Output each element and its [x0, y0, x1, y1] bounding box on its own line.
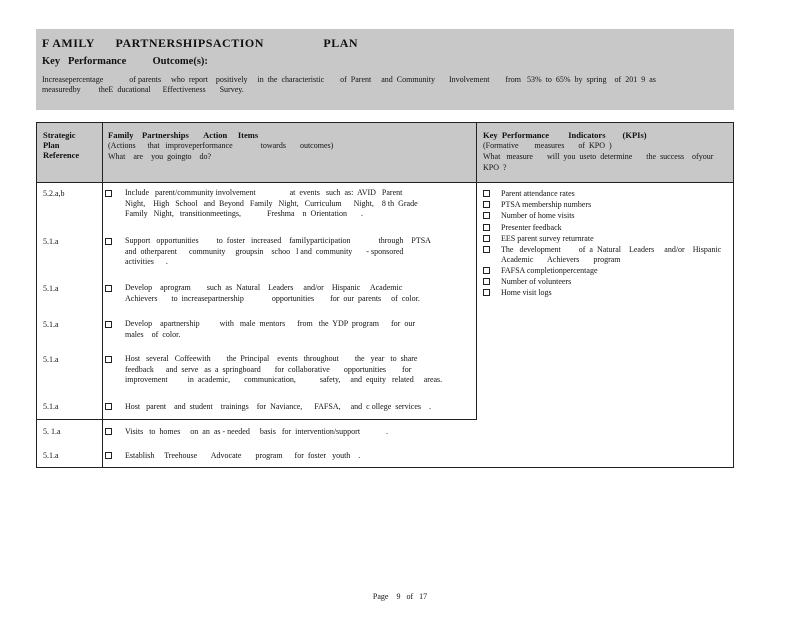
- bullet-box-icon: [483, 224, 490, 231]
- bullet-box-icon: [105, 452, 112, 459]
- header-banner: [36, 29, 734, 110]
- column-divider: [476, 123, 477, 419]
- bullet-box-icon: [483, 212, 490, 219]
- action-item: Develop apartnership with male mentors from the YDP program for our males of color.: [125, 319, 416, 339]
- col-heading-reference: Strategic Plan Reference: [43, 130, 80, 160]
- action-item: Develop aprogram such as Natural Leaders and/or Hispanic Academic Achievers to increasepartnership opportunities for our parents of color.: [125, 283, 420, 303]
- col-heading-actions: Family Partnerships Action Items (Actions that improveperformance towards outcomes) What are you goingto do?: [108, 130, 334, 161]
- col-subheading-actions: (Actions that improveperformance towards outcomes) What are you goingto do?: [108, 141, 334, 161]
- column-divider: [102, 123, 103, 467]
- list-item: The development of a Natural Leaders and/or Hispanic Academic Achievers program: [483, 245, 733, 266]
- action-item: Support opportunities to foster increased familyparticipation through PTSA and otherparent community groupsin schoo l and community - sponsored activities .: [125, 236, 431, 266]
- list-item: Number of home visits: [483, 211, 733, 222]
- row-divider: [37, 419, 477, 420]
- page-number: Page 9 of 17: [372, 592, 428, 601]
- action-item: Include parent/community involvement at events such as: AVID Parent Night, High School and Beyond Family Night, Curriculum Night, 8 th Grade Family Night, transitionmeetings, Freshma n Orientation .: [125, 188, 418, 218]
- list-item: Number of volunteers: [483, 277, 733, 288]
- plan-reference: 5.1.a: [43, 402, 59, 411]
- bullet-box-icon: [483, 267, 490, 274]
- plan-reference: 5.1.a: [43, 320, 59, 329]
- kpo-heading: Key Performance Outcome(s):: [42, 56, 208, 67]
- plan-reference: 5. 1.a: [43, 427, 61, 436]
- col-subheading-kpis: (Formative measures of KPO ) What measure will you useto determine the success ofyour KPO ?: [483, 141, 714, 172]
- bullet-box-icon: [105, 321, 112, 328]
- plan-reference: 5.1.a: [43, 355, 59, 364]
- bullet-box-icon: [483, 190, 490, 197]
- bullet-box-icon: [105, 356, 112, 363]
- action-plan-table: [36, 122, 734, 468]
- bullet-box-icon: [105, 190, 112, 197]
- bullet-box-icon: [483, 201, 490, 208]
- action-item: Host several Coffeewith the Principal events throughout the year to share feedback and serve as a springboard for collaborative opportunities for improvement in academic, communication, safety, and equity related areas.: [125, 354, 443, 384]
- action-item: Establish Treehouse Advocate program for foster youth .: [125, 451, 361, 460]
- list-item: EES parent survey returnrate: [483, 234, 733, 245]
- plan-reference: 5.1.a: [43, 237, 59, 246]
- list-item: Parent attendance rates: [483, 189, 733, 200]
- action-item: Host parent and student trainings for Naviance, FAFSA, and c ollege services .: [125, 402, 432, 411]
- plan-reference: 5.1.a: [43, 451, 59, 460]
- bullet-box-icon: [105, 403, 112, 410]
- document-title: F AMILY PARTNERSHIPSACTION PLAN: [42, 36, 359, 50]
- col-heading-kpis: Key Performance Indicators (KPIs) (Formative measures of KPO ) What measure will you useto determine the success ofyour KPO ?: [483, 130, 714, 172]
- bullet-box-icon: [105, 238, 112, 245]
- bullet-box-icon: [483, 246, 490, 253]
- kpi-list: [483, 189, 733, 300]
- plan-reference: 5.1.a: [43, 284, 59, 293]
- action-item: Visits to homes on an as - needed basis for intervention/support .: [125, 427, 389, 436]
- kpo-text: Increasepercentage of parents who report positively in the characteristic of Parent and Community Involvement from 53% to 65% by spring of 201 9 as measuredby theE ducational Effectiveness Survey.: [42, 75, 656, 94]
- plan-reference: 5.2.a,b: [43, 189, 65, 198]
- list-item: PTSA membership numbers: [483, 200, 733, 211]
- bullet-box-icon: [105, 428, 112, 435]
- list-item: Home visit logs: [483, 288, 733, 299]
- bullet-box-icon: [483, 289, 490, 296]
- bullet-box-icon: [105, 285, 112, 292]
- bullet-box-icon: [483, 278, 490, 285]
- bullet-box-icon: [483, 235, 490, 242]
- list-item: FAFSA completionpercentage: [483, 266, 733, 277]
- list-item: Presenter feedback: [483, 223, 733, 234]
